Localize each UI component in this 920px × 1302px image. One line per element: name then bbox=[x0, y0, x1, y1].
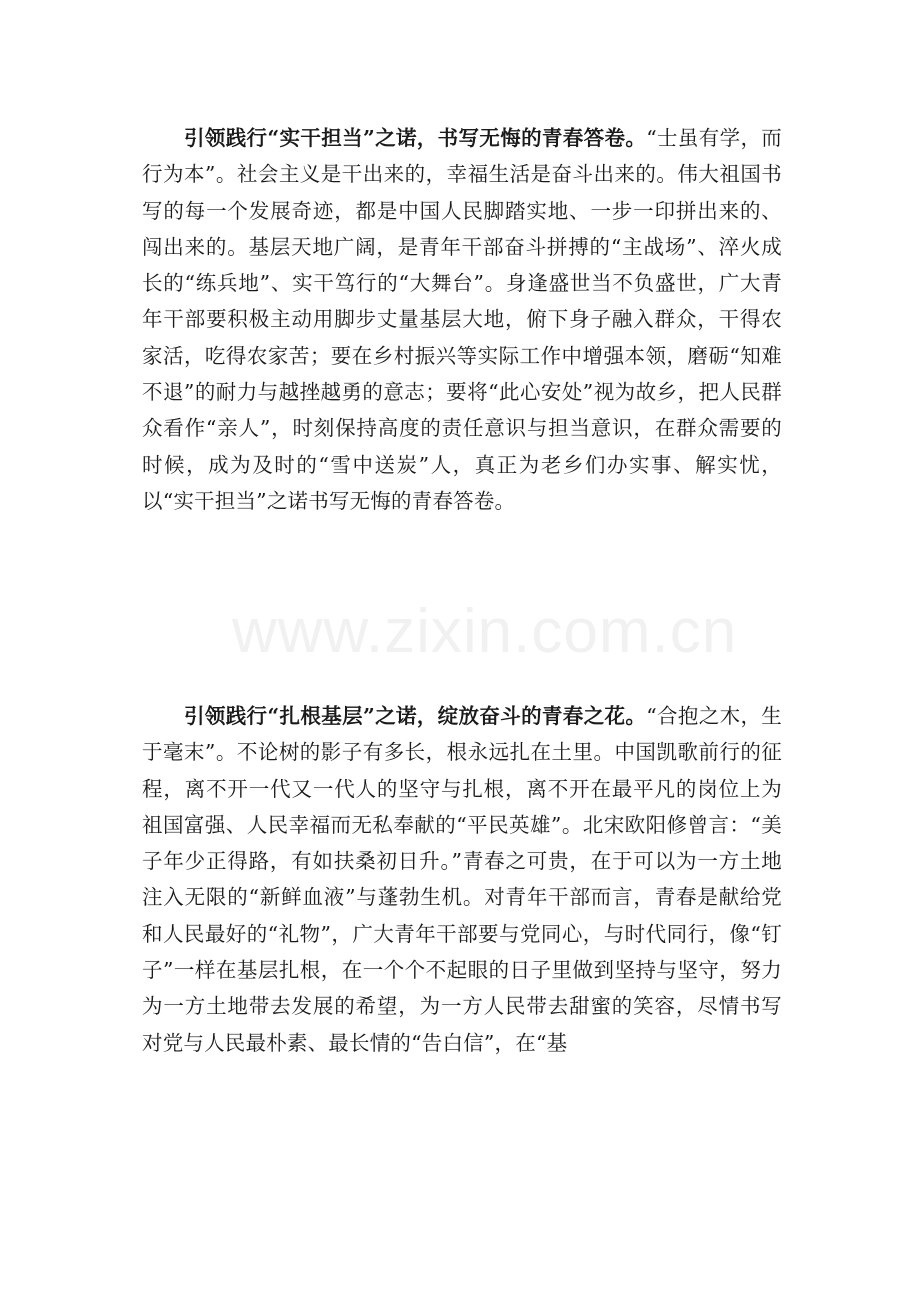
watermark: www.zixin.com.cn bbox=[232, 597, 738, 666]
paragraph-1-lead: 引领践行“实干担当”之诺，书写无悔的青春答卷。 bbox=[184, 126, 647, 150]
paragraph-1 bbox=[142, 120, 782, 519]
paragraph-2-body: “合抱之木，生于毫末”。不论树的影子有多长，根永远扎在土里。中国凯歌前行的征程，离不开一代又一代人的坚守与扎根，离不开在最平凡的岗位上为祖国富强、人民幸福而无私奉献的“平民英雄”。北宋欧阳修曾言：“美子年少正得路，有如扶桑初日升。”青春之可贵，在于可以为一方土地注入无限的“新鲜血液”与蓬勃生机。对青年干部而言，青春是献给党和人民最好的“礼物”，广大青年干部要与党同心，与时代同行，像“钉子”一样在基层扎根，在一个个不起眼的日子里做到坚持与坚守，努力为一方土地带去发展的希望，为一方人民带去甜蜜的笑容，尽情书写对党与人民最朴素、最长情的“告白信”，在“基 bbox=[142, 704, 782, 1055]
paragraph-1-body: “士虽有学，而行为本”。社会主义是干出来的，幸福生活是奋斗出来的。伟大祖国书写的每一个发展奇迹，都是中国人民脚踏实地、一步一印拼出来的、闯出来的。基层天地广阔，是青年干部奋斗拼搏的“主战场”、淬火成长的“练兵地”、实干笃行的“大舞台”。身逢盛世当不负盛世，广大青年干部要积极主动用脚步丈量基层大地，俯下身子融入群众，干得农家活，吃得农家苦；要在乡村振兴等实际工作中增强本领，磨砺“知难不退”的耐力与越挫越勇的意志；要将“此心安处”视为故乡，把人民群众看作“亲人”，时刻保持高度的责任意识与担当意识，在群众需要的时候，成为及时的“雪中送炭”人，真正为老乡们办实事、解实忧，以“实干担当”之诺书写无悔的青春答卷。 bbox=[142, 126, 782, 513]
paragraph-2-lead: 引领践行“扎根基层”之诺，绽放奋斗的青春之花。 bbox=[184, 704, 647, 728]
paragraph-2 bbox=[142, 698, 782, 1061]
